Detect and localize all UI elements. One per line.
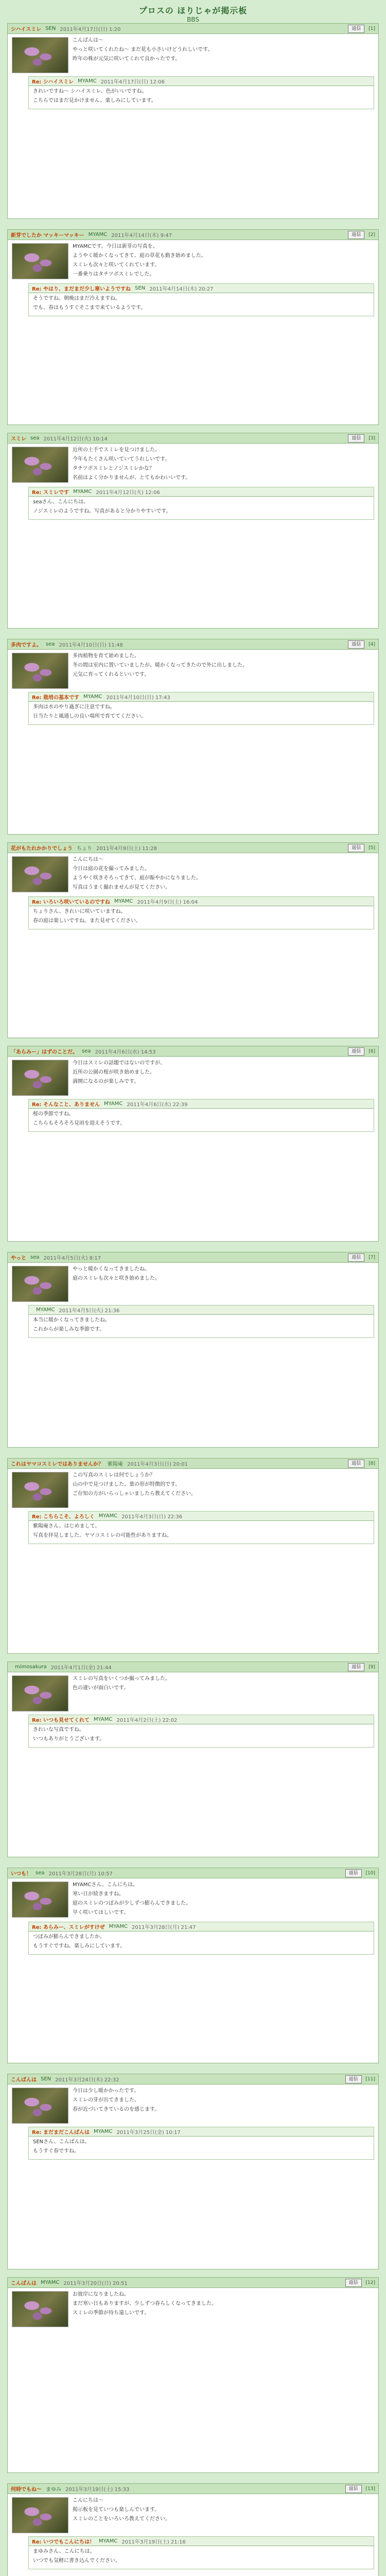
post-date: 2011年4月6日(水) 22:39 (127, 1102, 188, 1108)
reply-line: SENさん、こんばんは。 (33, 2139, 90, 2145)
reply-header (29, 284, 374, 293)
post-text (73, 1472, 196, 1508)
post-date: 2011年4月10日(日) 11:48 (59, 642, 123, 648)
post-body (8, 34, 378, 76)
author-name[interactable]: MYAMC (93, 1717, 113, 1722)
post-content-row (12, 653, 374, 689)
post-number: [5] (369, 845, 375, 851)
post-header (8, 843, 378, 853)
post-line: こんにちは〜 (73, 2498, 103, 2503)
post-body (8, 650, 378, 692)
post-line: こんにちは〜 (73, 857, 103, 862)
author-name[interactable]: MYAMC (78, 78, 97, 84)
post-title[interactable]: 「あらみー」はずのことだ。 (11, 1049, 78, 1055)
post-line: 今日はスミレの話題ではないのですが、 (73, 1060, 165, 1066)
post-text (73, 1882, 191, 1919)
reply-header (29, 487, 374, 497)
post-content-row (12, 1266, 374, 1302)
reply-line: きれいな写真ですね。 (33, 1727, 84, 1733)
post-photo[interactable] (12, 856, 68, 892)
post-title[interactable]: やっと (11, 1256, 26, 1261)
reply-item (28, 1922, 374, 1955)
post-body (8, 444, 378, 487)
post-title[interactable]: シハイスミレ (11, 27, 42, 32)
reply-line: もうすぐ春ですね。 (33, 2148, 79, 2154)
post-body (8, 1672, 378, 1715)
reply-item (28, 1305, 374, 1338)
post-title[interactable]: いつも！ (11, 1871, 31, 1877)
reply-item (28, 2127, 374, 2160)
post-line: MYAMCです。今日は新芽の写真を。 (73, 244, 158, 249)
post-content-row (12, 2497, 374, 2533)
reply-line: 写真を拝見しました。ヤマコスミレの可能性がありますね。 (33, 1533, 172, 1538)
post-line: 元気に育ってくれるといいです。 (73, 672, 150, 677)
post-item (7, 1868, 379, 2063)
post-title[interactable]: スミレ (11, 436, 26, 442)
author-name[interactable]: SEN (45, 26, 56, 31)
reply-line: ノジスミレのようですね。写真があると分かりやすいです。 (33, 509, 171, 514)
reply-item (28, 1715, 374, 1748)
reply-button[interactable]: 返信 (348, 25, 364, 33)
reply-item (28, 2536, 374, 2569)
reply-line: きれいですね〜 シハイスミレ、色がいいですね。 (33, 89, 147, 94)
post-header (8, 24, 378, 34)
post-line: 庭のスミレも次々と咲き始めました。 (73, 1276, 160, 1281)
reply-title[interactable]: Re: スミレです (32, 490, 69, 496)
reply-title[interactable]: Re: いろいろ咲いているのですね (32, 900, 110, 905)
reply-title[interactable]: Re: やはり、まだまだ少し寒いようですね (32, 286, 131, 292)
reply-line: ちょりさん、きれいに咲いていますね。 (33, 909, 126, 914)
post-text (73, 1060, 165, 1096)
post-number: [10] (365, 1870, 375, 1876)
post-body (8, 1057, 378, 1099)
author-name[interactable]: MYAMC (103, 1101, 123, 1107)
post-line: ようやく咲きそろってきて、庭が賑やかになりました。 (73, 875, 201, 881)
post-line: まだ寒い日もありますが、少しずつ春らしくなってきました。 (73, 2301, 217, 2307)
author-name[interactable]: MYAMC (41, 2280, 60, 2285)
post-line: こんばんは〜 (73, 38, 103, 43)
post-line: 一番乗りはタチツボスミレでした。 (73, 272, 155, 277)
reply-header (29, 1306, 374, 1315)
reply-title[interactable]: Re: 栽培の基本です (32, 695, 79, 701)
post-line: 春が近づいてきているのを感じます。 (73, 2107, 160, 2112)
post-line: スミレも次々と咲いてくれています。 (73, 262, 160, 268)
page-title: プロスの ほりじゃが掲示板 (138, 6, 248, 15)
post-number: [7] (369, 1255, 375, 1260)
post-line: 今日は庭の花を撮ってみました。 (73, 866, 150, 872)
reply-header (29, 77, 374, 86)
reply-line: 桜の季節ですね。 (33, 1111, 74, 1117)
post-date: 2011年4月3日(日) 20:01 (127, 1462, 188, 1467)
post-header (8, 1252, 378, 1263)
author-name[interactable]: MYAMC (109, 1924, 128, 1929)
post-line: スミレのことをいろいろ教えてください。 (73, 2516, 170, 2522)
post-line: 色の違いが面白いです。 (73, 1685, 129, 1691)
post-header (8, 2484, 378, 2494)
post-item (7, 2483, 379, 2576)
reply-line: 多肉は水のやり過ぎに注意ですね。 (33, 704, 115, 710)
post-date: 2011年4月17日(日) 12:06 (100, 79, 165, 85)
reply-body (29, 497, 374, 519)
author-name[interactable]: MYAMC (114, 899, 133, 904)
post-line: スミレの季節が待ち遠しいです。 (73, 2310, 150, 2316)
author-name[interactable]: mimosakura (15, 1664, 47, 1670)
post-item (7, 1458, 379, 1654)
post-content-row (12, 447, 374, 484)
post-line: スミレの芽が出てきました。 (73, 2097, 139, 2103)
author-name[interactable]: MYAMC (73, 489, 92, 495)
post-body (8, 2494, 378, 2536)
post-line: 今年もたくさん咲いていてうれしいです。 (73, 456, 170, 462)
post-number: [4] (369, 641, 375, 647)
post-date: 2011年4月17日(日) 1:20 (60, 27, 121, 32)
author-name[interactable]: sea (30, 435, 40, 441)
reply-body (29, 1109, 374, 1131)
post-number: [12] (365, 2280, 375, 2285)
reply-body (29, 1931, 374, 1954)
post-header (8, 1662, 378, 1672)
author-name[interactable]: sea (36, 1870, 45, 1876)
reply-line: こちらではまだ見かけません。楽しみにしています。 (33, 98, 156, 104)
post-date: 2011年3月19日(土) 15:33 (65, 2487, 130, 2493)
post-date: 2011年4月6日(水) 14:53 (95, 1049, 156, 1055)
reply-body (29, 1315, 374, 1337)
reply-button[interactable]: 返信 (345, 2485, 362, 2493)
author-name[interactable]: MYAMC (36, 1307, 55, 1313)
reply-item (28, 76, 374, 109)
reply-line: 紫陽庵さん、はじめまして。 (33, 1523, 100, 1529)
post-number: [1] (369, 26, 375, 31)
post-line: 早く咲いてほしいです。 (73, 1910, 129, 1916)
reply-title[interactable]: Re: いつも見せてくれて (32, 1718, 90, 1723)
reply-header (29, 692, 374, 702)
reply-body (29, 906, 374, 929)
reply-item (28, 692, 374, 725)
reply-body (29, 2137, 374, 2159)
reply-title[interactable]: Re: そんなこと、ありません (32, 1102, 100, 1108)
reply-line: 日当たりと風通しの良い場所で育ててください。 (33, 714, 146, 719)
reply-line: まゆみさん、こんにちは。 (33, 2549, 95, 2554)
post-header (8, 639, 378, 650)
post-photo[interactable] (12, 2497, 68, 2533)
post-number: [6] (369, 1048, 375, 1054)
post-photo[interactable] (12, 653, 68, 689)
reply-button[interactable]: 返信 (345, 2279, 362, 2287)
reply-button[interactable]: 返信 (348, 844, 364, 852)
post-header (8, 1459, 378, 1469)
post-date: 2011年4月5日(火) 21:36 (59, 1308, 120, 1314)
post-line: スミレの写真をいくつか撮ってみました。 (73, 1676, 170, 1682)
post-content-row (12, 856, 374, 893)
post-title[interactable]: 何時でもね〜 (11, 2487, 42, 2493)
post-date: 2011年4月14日(木) 20:27 (149, 286, 214, 292)
post-line: 昨年の株が元気に咲いてくれて良かったです。 (73, 56, 181, 62)
post-date: 2011年4月10日(日) 17:43 (106, 695, 170, 701)
post-header (8, 1868, 378, 1878)
post-photo[interactable] (12, 2088, 68, 2124)
reply-header (29, 1922, 374, 1931)
post-content-row (12, 1472, 374, 1508)
author-name[interactable]: MYAMC (93, 2129, 113, 2134)
post-title[interactable]: こんばんは (11, 2281, 37, 2286)
reply-header (29, 2127, 374, 2137)
reply-body (29, 293, 374, 316)
post-date: 2011年4月12日(火) 10:14 (43, 436, 108, 442)
reply-button[interactable]: 返信 (348, 640, 364, 649)
post-date: 2011年4月2日(土) 22:02 (116, 1718, 178, 1723)
page-header (0, 0, 386, 21)
post-line: 掲示板を見ていつも楽しんでいます。 (73, 2507, 160, 2513)
reply-line: そうですね。朝晩はまだ冷えますね。 (33, 296, 120, 301)
post-text (73, 243, 206, 280)
post-line: この写真のスミレは何でしょうか？ (73, 1472, 155, 1478)
post-photo[interactable] (12, 37, 68, 73)
post-header (8, 433, 378, 444)
author-name[interactable]: sea (30, 1255, 40, 1260)
reply-header (29, 1715, 374, 1724)
reply-title[interactable]: Re: まだまだこんばんは (32, 2130, 90, 2136)
post-item (7, 229, 379, 425)
post-title[interactable]: これはヤマコスミレではありませんか？ (11, 1462, 103, 1467)
post-date: 2011年4月5日(火) 8:17 (43, 1256, 101, 1261)
post-number: [13] (365, 2486, 375, 2492)
post-date: 2011年3月19日(土) 21:16 (121, 2539, 186, 2545)
post-photo[interactable] (12, 1266, 68, 1302)
post-line: 山の中で見つけました。葉の形が特徴的です。 (73, 1482, 181, 1487)
post-photo[interactable] (12, 243, 68, 279)
post-content-row (12, 1675, 374, 1711)
reply-body (29, 1724, 374, 1747)
reply-header (29, 1512, 374, 1521)
post-text (73, 653, 248, 689)
post-item (7, 1662, 379, 1857)
post-item (7, 2074, 379, 2269)
reply-line: 春の庭は楽しいですね。また見せてください。 (33, 918, 141, 924)
post-title[interactable]: こんばんは (11, 2077, 37, 2083)
post-line: 近所の土手でスミレを見つけました。 (73, 447, 160, 453)
reply-line: seaさん、こんにちは。 (33, 499, 89, 505)
reply-header (29, 1099, 374, 1109)
reply-line: いつでも気軽に書き込んでください。 (33, 2558, 120, 2564)
post-content-row (12, 1882, 374, 1919)
post-body (8, 1878, 378, 1922)
post-text (73, 856, 201, 893)
post-content-row (12, 243, 374, 280)
author-name[interactable]: MYAMC (88, 232, 108, 238)
post-line: 多肉植物を育て始めました。 (73, 653, 139, 659)
post-line: ようやく暖かくなってきて、庭の草花も動き始めました。 (73, 253, 206, 259)
author-name[interactable]: SEN (134, 285, 146, 291)
post-line: 寒い日が続きますね。 (73, 1891, 124, 1897)
reply-line: こちらもそろそろ見頃を迎えそうです。 (33, 1121, 126, 1126)
post-line: 名前はよく分かりませんが、とてもかわいいです。 (73, 475, 191, 481)
post-item (7, 433, 379, 629)
post-number: [8] (369, 1461, 375, 1466)
post-photo[interactable] (12, 1060, 68, 1096)
post-body (8, 2288, 378, 2330)
reply-item (28, 896, 374, 929)
post-date: 2011年3月20日(日) 20:51 (63, 2281, 128, 2286)
post-date: 2011年3月24日(木) 22:32 (55, 2077, 119, 2083)
reply-line: 本当に暖かくなってきましたね。 (33, 1317, 110, 1323)
reply-button[interactable]: 返信 (348, 1047, 364, 1056)
reply-button[interactable]: 返信 (348, 1663, 364, 1671)
post-photo[interactable] (12, 1882, 68, 1918)
post-body (8, 240, 378, 283)
post-line: 写真はうまく撮れませんが見てください。 (73, 885, 170, 890)
post-line: ご存知の方がいらっしゃいましたら教えてください。 (73, 1491, 196, 1497)
post-text (73, 447, 190, 484)
reply-button[interactable]: 返信 (348, 434, 364, 443)
author-name[interactable]: まゆみ (46, 2487, 61, 2493)
post-date: 2011年4月9日(土) 16:04 (137, 900, 198, 905)
post-item (7, 639, 379, 835)
reply-title[interactable]: Re: あらみー、スミレがすけぜ (32, 1925, 105, 1930)
reply-line: でも、春はもうすぐそこまで来ているようです。 (33, 305, 146, 311)
reply-button[interactable]: 返信 (348, 231, 364, 239)
reply-body (29, 2546, 374, 2569)
post-number: [2] (369, 232, 375, 238)
post-text (73, 2088, 160, 2124)
post-body (8, 1469, 378, 1511)
page-subtitle: BBS (187, 16, 199, 23)
reply-item (28, 1511, 374, 1544)
post-date: 2011年4月14日(木) 9:47 (111, 233, 172, 239)
post-body (8, 2084, 378, 2127)
post-header (8, 2278, 378, 2288)
post-photo[interactable] (12, 1675, 68, 1711)
post-line: やっと咲いてくれたね〜 まだ花も小さいけどうれしいです。 (73, 47, 213, 53)
post-date: 2011年3月25日(金) 10:17 (116, 2130, 181, 2136)
post-date: 2011年4月12日(火) 12:06 (96, 490, 160, 496)
reply-button[interactable]: 返信 (348, 1253, 364, 1262)
post-title[interactable]: 花がもたれかかりでしょう (11, 846, 73, 852)
reply-line: いつもありがとうございます。 (33, 1736, 105, 1742)
post-number: [9] (369, 1664, 375, 1670)
reply-line: これからが楽しみな季節です。 (33, 1327, 105, 1332)
author-name[interactable]: sea (82, 1048, 91, 1054)
post-date: 2011年4月3日(日) 22:36 (121, 1514, 183, 1520)
post-title[interactable]: 新芽でしたか マッキーマッキー (11, 233, 84, 239)
post-title[interactable]: 多肉ですよ。 (11, 642, 42, 648)
reply-header (29, 897, 374, 906)
reply-body (29, 86, 374, 109)
post-photo[interactable] (12, 1472, 68, 1508)
reply-item (28, 1099, 374, 1132)
reply-button[interactable]: 返信 (348, 1460, 364, 1468)
post-date: 2011年3月28日(月) 10:57 (48, 1871, 113, 1877)
post-line: 冬の間は室内に置いていましたが、暖かくなってきたので外に出しました。 (73, 663, 248, 668)
post-line: 今日は少し暖かかったです。 (73, 2088, 139, 2094)
reply-body (29, 1521, 374, 1544)
post-line: お彼岸になりましたね。 (73, 2292, 129, 2297)
post-item (7, 842, 379, 1038)
post-content-row (12, 1060, 374, 1096)
reply-line: もうすぐですね。楽しみにしています。 (33, 1943, 126, 1949)
post-line: MYAMCさん、こんにちは。 (73, 1882, 138, 1888)
post-number: [3] (369, 435, 375, 441)
post-header (8, 230, 378, 240)
post-item (7, 1252, 379, 1448)
post-line: 近所の公園の桜が咲き始めました。 (73, 1070, 155, 1075)
reply-title[interactable]: Re: こちらこそ、よろしく (32, 1514, 95, 1520)
reply-title[interactable]: Re: いつでもこんにちは！ (32, 2539, 95, 2545)
author-name[interactable]: 紫陽庵 (108, 1462, 123, 1467)
post-text (73, 1266, 160, 1302)
author-name[interactable]: MYAMC (98, 1513, 118, 1519)
post-text (73, 1675, 170, 1711)
post-body (8, 1263, 378, 1305)
author-name[interactable]: SEN (41, 2076, 51, 2082)
post-content-row (12, 2291, 374, 2327)
post-item (7, 1046, 379, 1242)
reply-button[interactable]: 返信 (345, 2075, 362, 2083)
author-name[interactable]: sea (46, 641, 55, 647)
post-date: 2011年4月9日(土) 11:28 (96, 846, 157, 852)
post-header (8, 2074, 378, 2084)
post-text (73, 2497, 170, 2533)
post-number: [11] (365, 2076, 375, 2082)
post-line: タチツボスミレとノジスミレかな？ (73, 466, 154, 471)
reply-body (29, 702, 374, 724)
reply-button[interactable]: 返信 (345, 1869, 362, 1877)
post-content-row (12, 2088, 374, 2124)
author-name[interactable]: ちょり (77, 846, 92, 852)
post-item (7, 2277, 379, 2473)
post-photo[interactable] (12, 2291, 68, 2327)
post-text (73, 37, 213, 73)
post-header (8, 1046, 378, 1057)
post-text (73, 2291, 217, 2327)
post-content-row (12, 37, 374, 73)
reply-header (29, 2537, 374, 2546)
author-name[interactable]: MYAMC (83, 694, 102, 700)
post-line: 満開になるのが楽しみです。 (73, 1079, 139, 1084)
reply-item (28, 283, 374, 316)
reply-line: つぼみが膨らんできましたか。 (33, 1934, 105, 1940)
post-item (7, 23, 379, 219)
post-line: 庭のスミレのつぼみが少しずつ膨らんできました。 (73, 1901, 191, 1906)
author-name[interactable]: MYAMC (98, 2538, 118, 2544)
post-date: 2011年4月1日(金) 21:44 (50, 1665, 112, 1671)
post-photo[interactable] (12, 447, 68, 483)
post-line: やっと暖かくなってきましたね。 (73, 1266, 150, 1272)
reply-item (28, 487, 374, 520)
reply-title[interactable]: Re: シハイスミレ (32, 79, 74, 85)
post-date: 2011年3月28日(月) 21:47 (132, 1925, 196, 1930)
post-body (8, 853, 378, 896)
